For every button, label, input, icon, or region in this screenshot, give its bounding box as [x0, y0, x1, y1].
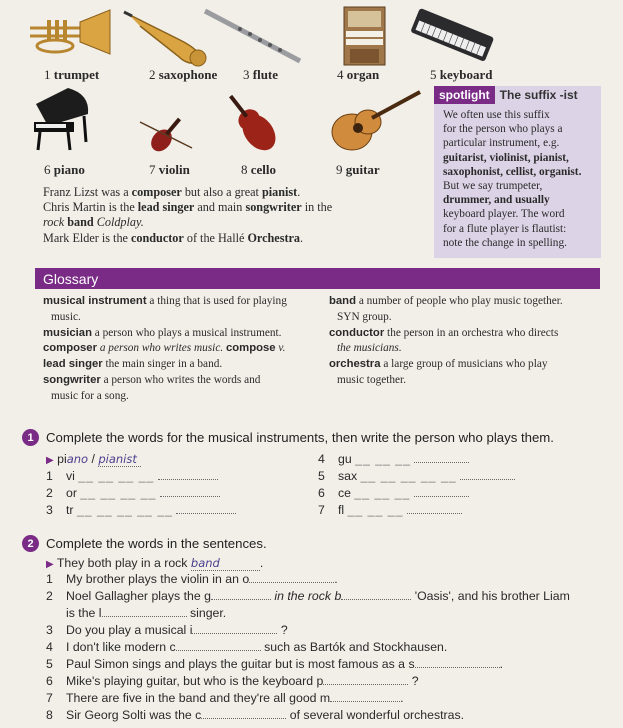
glossary-entry: lead singer the main singer in a band.: [43, 358, 223, 371]
exercise-2-item: 5 Paul Simon sings and plays the guitar but is most famous as a s .: [46, 657, 504, 671]
arrow-icon: ▶: [46, 455, 54, 466]
spotlight-line: guitarist, violinist, pianist,: [443, 151, 569, 164]
glossary-entry: musician a person who plays a musical instrument.: [43, 326, 282, 339]
cello-icon: [214, 86, 292, 158]
spotlight-tag: spotlight: [434, 86, 495, 104]
example-sentences: [43, 185, 423, 246]
spotlight-line: particular instrument, e.g.: [443, 137, 560, 150]
spotlight-line: drummer, and usually: [443, 194, 550, 207]
spotlight-line: for a flute player is flautist:: [443, 222, 567, 235]
exercise-2-item: 1 My brother plays the violin in an o .: [46, 572, 338, 586]
exercise-1-example: ▶ piano / pianist: [46, 452, 141, 466]
exercise-1-number: 1: [22, 429, 39, 446]
glossary-title: Glossary: [43, 271, 99, 287]
glossary-entry-cont: music.: [51, 310, 81, 323]
spotlight-line: We often use this suffix: [443, 109, 550, 121]
glossary-bar: [35, 268, 600, 289]
exercise-1-item: 2 or __ __ __ __: [46, 486, 220, 500]
spotlight-line: for the person who plays a: [443, 123, 563, 136]
exercise-2-item: is the l singer.: [66, 606, 227, 620]
instrument-label: 9 guitar: [336, 162, 380, 177]
sentence: Mark Elder is the conductor of the Hallé Orchestra.: [43, 230, 304, 245]
exercise-2-item: 6 Mike's playing guitar, but who is the keyboard p ?: [46, 674, 419, 688]
exercise-2-item: 2 Noel Gallagher plays the g in the rock b 'Oasis', and his brother Liam: [46, 589, 570, 603]
handwritten-answer: ano: [66, 452, 89, 466]
glossary-entry-cont: music for a song.: [51, 389, 129, 402]
exercise-1-item: 6 ce __ __ __: [318, 486, 469, 500]
glossary-entry-cont: the musicians.: [337, 342, 402, 355]
organ-icon: [342, 5, 387, 67]
sentence: rock band Coldplay.: [43, 215, 144, 230]
spotlight-title: The suffix -ist: [499, 88, 578, 102]
exercise-1-instruction: Complete the words for the musical instruments, then write the person who plays them.: [46, 430, 554, 445]
instrument-label: 2 saxophone: [149, 67, 218, 82]
glossary-entry: songwriter a person who writes the words and: [43, 373, 261, 386]
trumpet-icon: [25, 8, 120, 63]
piano-icon: [28, 84, 98, 154]
glossary-right-column: [329, 294, 604, 389]
exercise-1-item: 7 fl __ __ __: [318, 503, 462, 517]
spotlight-body: [434, 104, 601, 250]
glossary-entry: conductor the person in an orchestra who directs: [329, 326, 559, 339]
instrument-label: 4 organ: [337, 67, 380, 82]
spotlight-line: note the change in spelling.: [443, 236, 567, 249]
exercise-2-instruction: Complete the words in the sentences.: [46, 536, 267, 551]
handwritten-answer: band: [191, 556, 260, 571]
flute-icon: [200, 6, 305, 66]
exercise-2-example: ▶ They both play in a rock band .: [46, 556, 264, 570]
instrument-label: 7 violin: [149, 162, 190, 177]
handwritten-answer: pianist: [98, 452, 141, 467]
spotlight-header: [434, 86, 601, 104]
instrument-label: 5 keyboard: [430, 67, 493, 82]
spotlight-line: keyboard player. The word: [443, 208, 565, 221]
exercise-1-item: 3 tr __ __ __ __ __: [46, 503, 236, 517]
spotlight-line: saxophonist, cellist, organist.: [443, 165, 582, 178]
sentence: Chris Martin is the lead singer and main songwriter in the: [43, 200, 333, 215]
glossary-entry-cont: music together.: [337, 373, 407, 386]
keyboard-icon: [408, 2, 498, 64]
exercise-2-item: 8 Sir Georg Solti was the c of several wonderful orchestras.: [46, 708, 465, 722]
spotlight-box: [434, 86, 601, 258]
glossary-entry: band a number of people who play music together.: [329, 295, 563, 307]
spotlight-line: But we say trumpeter,: [443, 180, 543, 193]
exercise-2-item: 4 I don't like modern c such as Bartók and Stockhausen.: [46, 640, 448, 654]
arrow-icon: ▶: [46, 559, 54, 570]
exercise-2-item: 3 Do you play a musical i ?: [46, 623, 288, 637]
glossary-entry: orchestra a large group of musicians who play: [329, 358, 548, 371]
sentence: Franz Lizst was a composer but also a great pianist.: [43, 185, 301, 199]
exercise-2-number: 2: [22, 535, 39, 552]
instrument-label: 3 flute: [243, 67, 279, 82]
exercise-1-item: 5 sax __ __ __ __ __: [318, 469, 515, 483]
glossary-left-column: [43, 294, 323, 405]
exercise-1-item: 4 gu __ __ __: [318, 452, 469, 466]
instrument-label: 1 trumpet: [44, 67, 100, 82]
instrument-label: 8 cello: [241, 162, 277, 177]
violin-icon: [138, 112, 194, 158]
instrument-label: 6 piano: [44, 162, 85, 177]
guitar-icon: [326, 88, 426, 158]
glossary-entry-cont: SYN group.: [337, 310, 392, 323]
exercise-1-item: 1 vi __ __ __ __: [46, 469, 218, 483]
glossary-entry: composer a person who writes music. compose v.: [43, 342, 286, 355]
glossary-entry: musical instrument a thing that is used for playing: [43, 295, 287, 307]
exercise-2-item: 7 There are five in the band and they're all good m .: [46, 691, 404, 705]
